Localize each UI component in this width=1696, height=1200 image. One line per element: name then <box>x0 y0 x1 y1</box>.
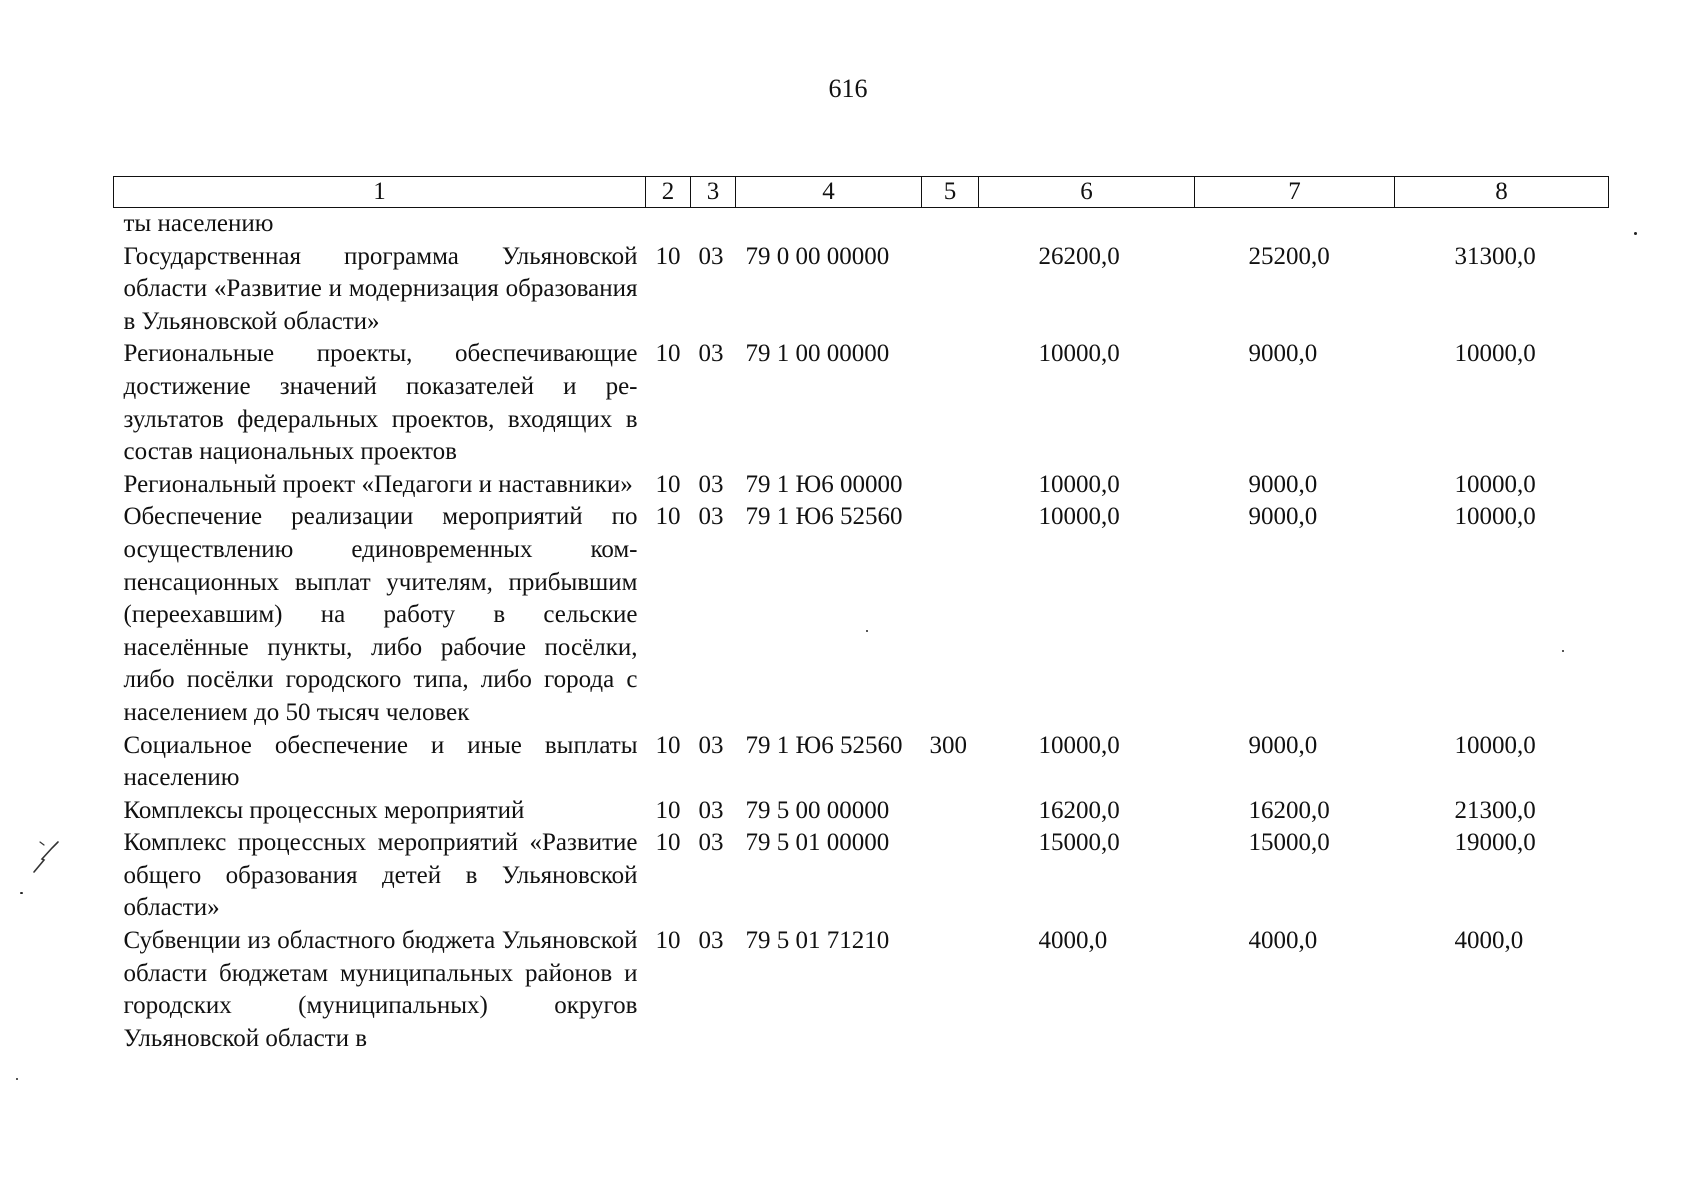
column-header-5: 5 <box>922 177 979 208</box>
amount-year-1-cell: 10000,0 <box>1038 340 1120 368</box>
target-article-cell: 79 5 01 71210 <box>745 927 890 955</box>
row-name-cell: Обеспечение реализации мероприятий по осуществлению единовременных компенсационных выплат учителям, прибывшим (переехавшим) на работу в сельские населённые пункты, либо рабочие посёлки, либо посёлки городского типа, либо города с населением до 50 тысяч человек <box>123 503 638 726</box>
row-name-cell: Комплекс процессных мероприятий «Развитие общего образования детей в Ульяновской области» <box>123 829 638 922</box>
subsection-code-cell <box>691 208 736 241</box>
expense-type-cell <box>922 241 979 339</box>
amount-year-2-cell: 16200,0 <box>1248 796 1330 824</box>
subsection-code-cell: 03 <box>698 470 724 498</box>
expense-type-cell <box>922 795 979 828</box>
section-code-cell: 10 <box>655 731 681 759</box>
column-header-2: 2 <box>646 177 691 208</box>
target-article-cell: 79 1 00 00000 <box>745 340 890 368</box>
page-number: 616 <box>828 74 868 103</box>
amount-year-2-cell <box>1195 208 1395 241</box>
amount-year-1-cell: 10000,0 <box>1038 503 1120 531</box>
table-row <box>114 208 1609 241</box>
target-article-cell: 79 5 00 00000 <box>745 796 890 824</box>
table-row <box>114 730 1609 795</box>
table-row <box>114 338 1609 468</box>
amount-year-2-cell: 15000,0 <box>1248 829 1330 857</box>
pen-stroke-mark <box>32 838 62 874</box>
column-header-1: 1 <box>114 177 646 208</box>
row-name-cell: Региональные проекты, обеспечивающие достижение значений показателей и результатов федеральных проектов, входящих в состав национальных проектов <box>123 340 638 466</box>
amount-year-3-cell: 21300,0 <box>1454 796 1536 824</box>
row-name-cell: Субвенции из областного бюджета Ульяновской области бюджетам муниципальных районов и городских (муниципальных) округов Ульяновской области в <box>123 927 638 1052</box>
row-name-cell: Социальное обеспечение и иные выплаты населению <box>123 731 638 792</box>
expense-type-cell <box>922 925 979 1055</box>
target-article-cell: 79 5 01 00000 <box>745 829 890 857</box>
subsection-code-cell: 03 <box>698 796 724 824</box>
amount-year-1-cell: 16200,0 <box>1038 796 1120 824</box>
header-row <box>114 177 1609 208</box>
subsection-code-cell: 03 <box>698 242 724 270</box>
column-header-7: 7 <box>1195 177 1395 208</box>
row-name-cell: ты населению <box>123 210 274 237</box>
section-code-cell: 10 <box>655 242 681 270</box>
subsection-code-cell: 03 <box>698 927 724 955</box>
amount-year-1-cell <box>979 208 1195 241</box>
table-row <box>114 925 1609 1055</box>
amount-year-1-cell: 15000,0 <box>1038 829 1120 857</box>
amount-year-2-cell: 9000,0 <box>1248 731 1318 759</box>
budget-table <box>113 176 1609 1055</box>
scan-speck <box>1634 232 1637 235</box>
subsection-code-cell: 03 <box>698 340 724 368</box>
target-article-cell: 79 1 Ю6 52560 <box>745 731 903 759</box>
amount-year-3-cell: 10000,0 <box>1454 470 1536 498</box>
table-row <box>114 241 1609 339</box>
scan-speck <box>20 892 23 894</box>
scan-speck <box>866 630 868 632</box>
amount-year-3-cell: 10000,0 <box>1454 503 1536 531</box>
section-code-cell <box>646 208 691 241</box>
expense-type-cell <box>922 208 979 241</box>
amount-year-3-cell: 10000,0 <box>1454 731 1536 759</box>
row-name-cell: Региональный проект «Педагоги и наставники» <box>123 470 633 498</box>
row-name-cell: Комплексы процессных мероприятий <box>123 796 525 824</box>
section-code-cell: 10 <box>655 829 681 857</box>
amount-year-3-cell <box>1395 208 1609 241</box>
subsection-code-cell: 03 <box>698 503 724 531</box>
amount-year-2-cell: 9000,0 <box>1248 470 1318 498</box>
section-code-cell: 10 <box>655 340 681 368</box>
amount-year-2-cell: 9000,0 <box>1248 503 1318 531</box>
column-header-8: 8 <box>1395 177 1609 208</box>
column-header-4: 4 <box>736 177 922 208</box>
amount-year-2-cell: 4000,0 <box>1248 927 1318 955</box>
expense-type-cell <box>922 469 979 502</box>
section-code-cell: 10 <box>655 927 681 955</box>
table-row <box>114 469 1609 502</box>
table-row <box>114 795 1609 828</box>
amount-year-3-cell: 4000,0 <box>1454 927 1524 955</box>
section-code-cell: 10 <box>655 796 681 824</box>
amount-year-1-cell: 10000,0 <box>1038 731 1120 759</box>
target-article-cell: 79 1 Ю6 52560 <box>745 503 903 531</box>
amount-year-3-cell: 10000,0 <box>1454 340 1536 368</box>
target-article-cell: 79 1 Ю6 00000 <box>745 470 903 498</box>
expense-type-cell <box>922 501 979 729</box>
amount-year-1-cell: 10000,0 <box>1038 470 1120 498</box>
column-header-3: 3 <box>691 177 736 208</box>
target-article-cell: 79 0 00 00000 <box>745 242 890 270</box>
amount-year-1-cell: 26200,0 <box>1038 242 1120 270</box>
expense-type-cell: 300 <box>929 731 967 759</box>
amount-year-2-cell: 9000,0 <box>1248 340 1318 368</box>
row-name-cell: Государственная программа Ульяновской области «Развитие и модернизация образования в Ульяновской области» <box>123 242 638 335</box>
target-article-cell <box>736 208 922 241</box>
subsection-code-cell: 03 <box>698 829 724 857</box>
expense-type-cell <box>922 338 979 468</box>
amount-year-3-cell: 19000,0 <box>1454 829 1536 857</box>
amount-year-3-cell: 31300,0 <box>1454 242 1536 270</box>
column-header-6: 6 <box>979 177 1195 208</box>
section-code-cell: 10 <box>655 470 681 498</box>
table-body <box>114 208 1609 1056</box>
expense-type-cell <box>922 827 979 925</box>
section-code-cell: 10 <box>655 503 681 531</box>
scan-speck <box>1562 650 1564 652</box>
subsection-code-cell: 03 <box>698 731 724 759</box>
amount-year-1-cell: 4000,0 <box>1038 927 1108 955</box>
table-header <box>114 177 1609 208</box>
table-row <box>114 827 1609 925</box>
scan-speck <box>16 1078 18 1080</box>
amount-year-2-cell: 25200,0 <box>1248 242 1330 270</box>
table-row <box>114 501 1609 729</box>
